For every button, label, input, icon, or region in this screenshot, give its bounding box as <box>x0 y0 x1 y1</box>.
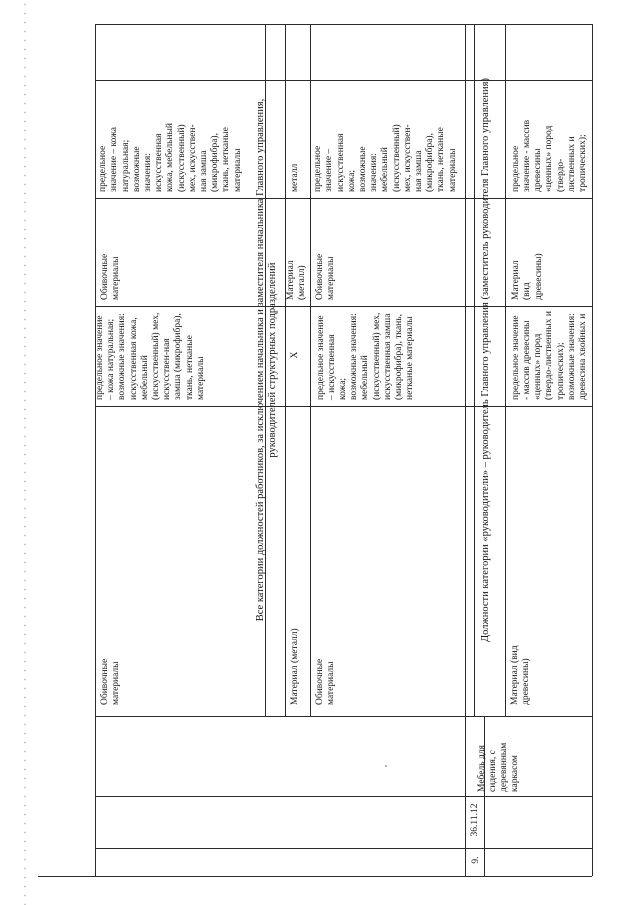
section1-banner-line2: руководителей структурных подразделений <box>266 262 278 458</box>
row-divider-top-block <box>95 406 265 407</box>
row-divider-s2-c <box>505 198 592 199</box>
top-col1-characteristic: Обивочные материалы <box>99 658 121 705</box>
s2-row-a-col2: предельное значение - массив древесины «ценных» пород (твердо-лиственных и тропических); возможные значения: древесина хвойных и <box>510 311 588 400</box>
top-col3-characteristic: Обивочные материалы <box>99 253 121 300</box>
row-divider-name-top <box>95 796 592 797</box>
row-divider-top-block-c <box>95 198 265 199</box>
top-col4-value: предельное значение – кожа натуральная; возможные значения: искусственная кожа, мебельный (искусственный) мех, искусствен- ная замша (микрофибра), ткань, нетканые материалы <box>98 123 243 192</box>
s1-row-b-col1: Обивочные материалы <box>314 658 336 705</box>
col-divider-2 <box>505 24 506 716</box>
section2-banner: Должности категории «руководители» – руководитель Главного управления (заместитель руководителя Главного управления) <box>479 78 491 643</box>
scan-speck <box>385 765 387 767</box>
okpd-code: 36.11.12 <box>470 803 481 837</box>
row-divider-code-top <box>95 716 592 717</box>
s2-row-a-col1: Материал (вид древесины) <box>509 645 531 705</box>
section1-banner: Все категории должностей работников, за исключением начальника и заместителя начальника Главного управления, <box>254 98 266 622</box>
row-divider-s2-b <box>505 306 592 307</box>
col-divider-after-code <box>465 24 466 876</box>
s1-sub-1 <box>285 24 286 716</box>
row-number: 9. <box>471 856 482 864</box>
s2-row-a-col3: Материал (вид древесины) <box>511 253 544 300</box>
top-col2-value: предельное значение – кожа натуральная; возможные значения: искусственная кожа, мебельный (искусственный) мех, искусствен-ная замша (микрофибра), ткань, нетканые материалы <box>94 312 206 400</box>
s1-row-a-col3: Материал (металл) <box>285 260 307 300</box>
item-name: Мебель для сидения, с деревянным каркасом <box>476 742 521 792</box>
row-divider-s1-c <box>265 198 505 199</box>
row-divider-s1-a <box>265 406 505 407</box>
s1-row-b-col2: предельное значение – искусственная кожа; возможные значения: мебельный (искусственный) мех, искусственная замша (микрофибра), ткань, нетканые материалы <box>315 312 416 400</box>
s1-sub-2 <box>310 24 311 716</box>
s1-row-a-col4: металл <box>290 163 301 192</box>
scan-edge-dots <box>24 0 26 905</box>
s1-row-a-col1: Материал (металл) <box>290 628 301 705</box>
frame-bottom <box>38 876 592 877</box>
col-divider-1b <box>474 24 475 716</box>
frame-top <box>95 24 592 25</box>
s1-row-a-col2: X <box>290 351 301 359</box>
row-divider-s2-a <box>505 406 592 407</box>
row-divider-number-top <box>95 848 592 849</box>
s1-row-b-col4: предельное значение – искусственная кожа; возможные значения: мебельный (искусственный) мех, искусствен- ная замша (микрофибра), ткань, нетканые материалы <box>313 124 458 192</box>
s2-row-a-col4: предельное значение - массив древесины «ценных» пород (твердо- лиственных и тропических); <box>510 119 588 192</box>
s1-row-b-col3: Обивочные материалы <box>314 253 336 300</box>
